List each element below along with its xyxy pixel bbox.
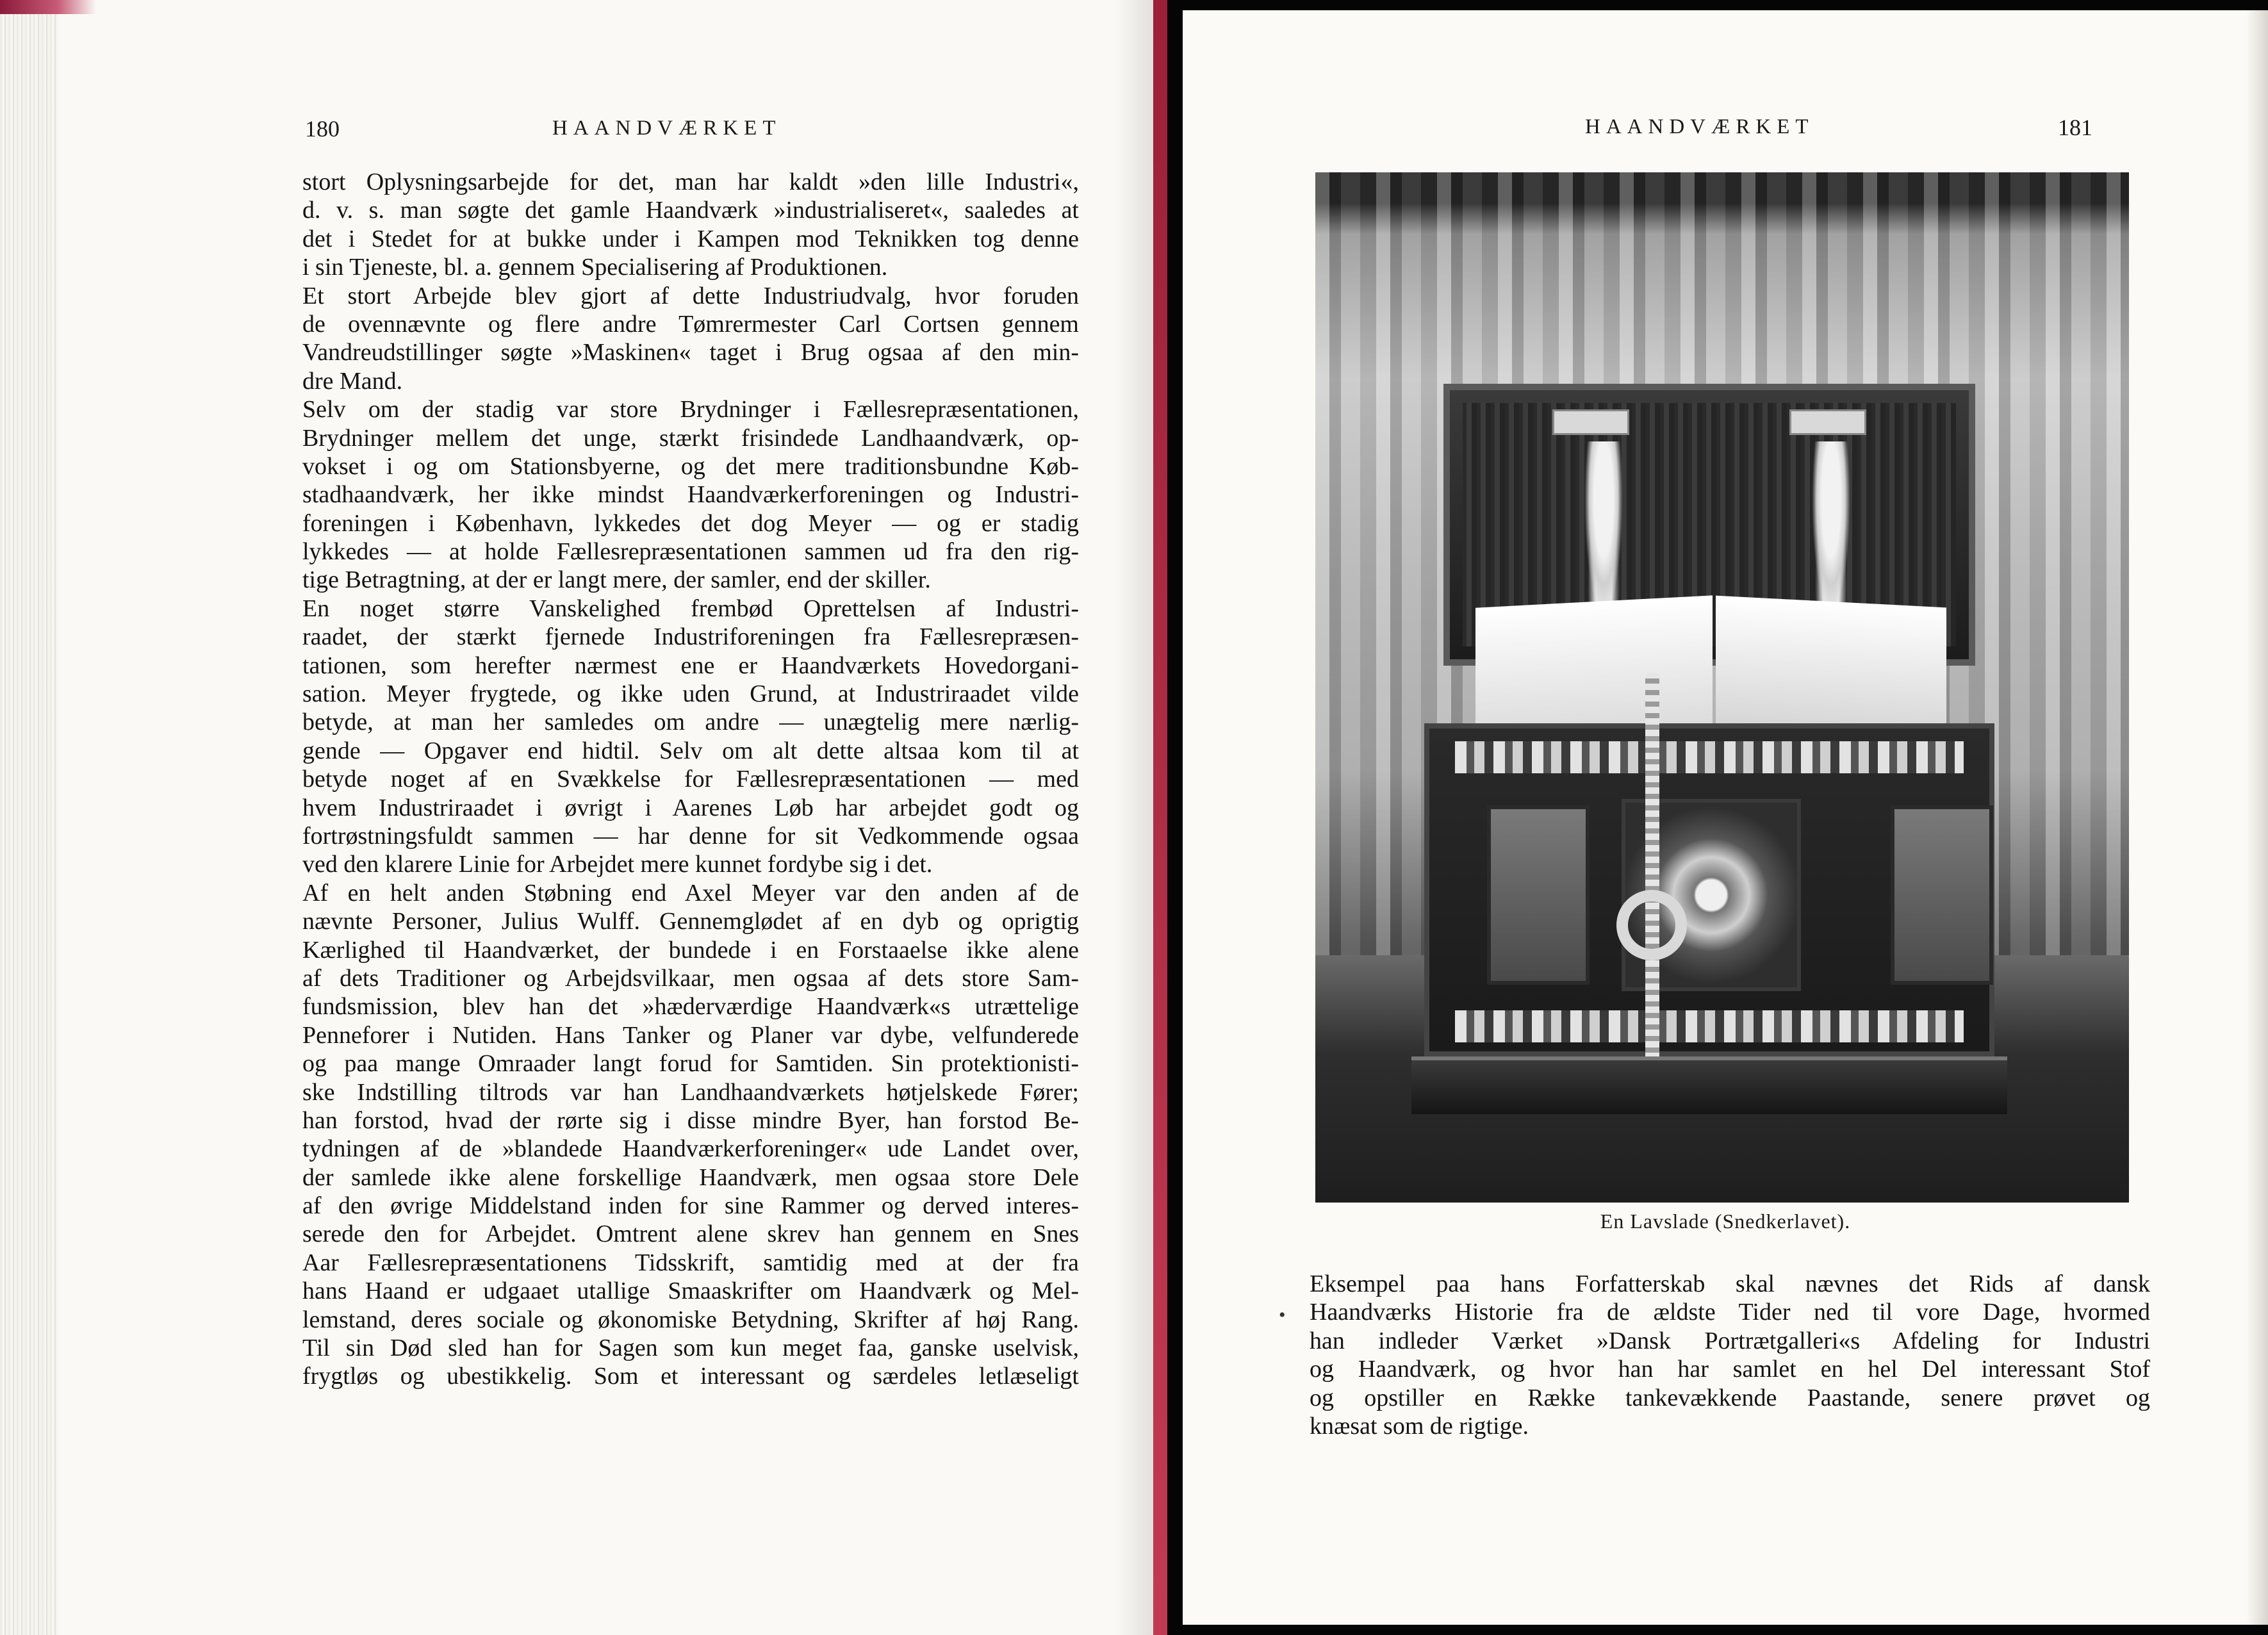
lid-hinge-right xyxy=(1789,409,1866,435)
text-line: dre Mand. xyxy=(302,367,403,395)
chest-body xyxy=(1424,723,1994,1056)
text-line: knæsat som de rigtige. xyxy=(1310,1412,1529,1440)
text-line: og opstiller en Række tankevækkende Paastande, senere prøvet og xyxy=(1310,1384,2150,1411)
text-line: af den øvrige Middelstand inden for sine Rammer og derved interes- xyxy=(302,1192,1079,1220)
text-line: fundsmission, blev han det »hæderværdige Haandværk«s utrættelige xyxy=(302,993,1079,1021)
text-line: han forstod, hvad der rørte sig i disse mindre Byer, han forstod Be- xyxy=(302,1106,1079,1134)
text-line: tydningen af de »blandede Haandværkerforeninger« ude Landet over, xyxy=(302,1135,1079,1163)
figure-caption: En Lavslade (Snedkerlavet). xyxy=(1600,1210,1851,1233)
text-line: lykkedes — at holde Fællesrepræsentationen sammen ud fra den rig- xyxy=(302,538,1079,566)
text-line: stadhaandværk, her ikke mindst Haandværkerforeningen og Industri- xyxy=(302,481,1079,509)
text-line: fortrøstningsfuldt sammen — har denne for sit Vedkommende ogsaa xyxy=(302,822,1079,850)
text-line: Penneforer i Nutiden. Hans Tanker og Planer var dybe, velfunderede xyxy=(302,1021,1079,1049)
text-line: Selv om der stadig var store Brydninger i Fællesrepræsentationen, xyxy=(302,396,1079,423)
rope xyxy=(1645,672,1659,1082)
text-line: nævnte Personer, Julius Wulff. Gennemglødet af en dyb og oprigtig xyxy=(302,908,1079,935)
text-line: det i Stedet for at bukke under i Kampen mod Teknikken tog denne xyxy=(302,225,1079,252)
open-book-left-page xyxy=(1475,595,1713,735)
stray-mark: • xyxy=(1279,1304,1286,1326)
text-line: lemstand, deres sociale og økonomiske Betydning, Skrifter af høj Rang. xyxy=(302,1306,1079,1333)
chest-panel-left xyxy=(1487,805,1590,985)
text-line: Kærlighed til Haandværket, der bundede i en Forstaaelse ikke alene xyxy=(302,936,1079,964)
text-line: En noget større Vanskelighed frembød Oprettelsen af Industri- xyxy=(302,595,1079,622)
text-line: tige Betragtning, at der er langt mere, der samler, end der skiller. xyxy=(302,566,931,594)
text-line: og paa mange Omraader langt forud for Samtiden. Sin protektionisti- xyxy=(302,1050,1079,1078)
chest-panel-right xyxy=(1891,805,1993,985)
inlay-band-top xyxy=(1455,741,1964,773)
chest-photograph xyxy=(1315,172,2129,1203)
text-line: Haandværks Historie fra de ældste Tider ned til vore Dage, hvormed xyxy=(1310,1299,2150,1326)
book-edge-top xyxy=(0,0,96,14)
gutter-shadow xyxy=(1115,0,1153,1635)
running-head-left: HAANDVÆRKET xyxy=(552,117,782,140)
text-line: hvem Industriraadet i øvrigt i Aarenes Løb har arbejdet godt og xyxy=(302,794,1079,821)
lid-hinge-left xyxy=(1552,409,1629,435)
text-line: Et stort Arbejde blev gjort af dette Industriudvalg, hvor foruden xyxy=(302,282,1079,309)
left-body-text xyxy=(302,168,1079,1391)
text-line: Aar Fællesrepræsentationens Tidsskrift, samtidig med at der fra xyxy=(302,1249,1079,1276)
text-line: der samlede ikke alene forskellige Haandværk, men ogsaa store Dele xyxy=(302,1163,1079,1191)
text-line: Af en helt anden Støbning end Axel Meyer var den anden af de xyxy=(302,879,1079,907)
text-line: Brydninger mellem det unge, stærkt frisindede Landhaandværk, op- xyxy=(302,424,1079,452)
text-line: Vandreudstillinger søgte »Maskinen« taget i Brug ogsaa af den min- xyxy=(302,339,1079,366)
ring-handle xyxy=(1616,890,1687,960)
text-line: ved den klarere Linie for Arbejdet mere kunnet fordybe sig i det. xyxy=(302,851,933,878)
page-edges xyxy=(0,0,58,1635)
running-head-right: HAANDVÆRKET xyxy=(1585,115,1814,138)
text-line: af dets Traditioner og Arbejdsvilkaar, men ogsaa af dets store Sam- xyxy=(302,964,1079,992)
right-body-text xyxy=(1310,1270,2150,1440)
open-book-right-page xyxy=(1716,596,1946,736)
text-line: gende — Opgaver end hidtil. Selv om alt dette altsaa kom til at xyxy=(302,737,1079,764)
text-line: Eksempel paa hans Forfatterskab skal nævnes det Rids af dansk xyxy=(1310,1270,2150,1297)
book-spine-edge xyxy=(1153,0,1167,1635)
text-line: vokset i og om Stationsbyerne, og det mere traditionsbundne Køb- xyxy=(302,452,1079,480)
text-line: stort Oplysningsarbejde for det, man har kaldt »den lille Industri«, xyxy=(302,168,1079,195)
text-line: de ovennævnte og flere andre Tømrermester Carl Cortsen gennem xyxy=(302,310,1079,338)
right-page xyxy=(1183,10,2268,1625)
page-number-right: 181 xyxy=(2058,115,2092,140)
text-line: betyde, at man her samledes om andre — unægtelig mere nærlig- xyxy=(302,709,1079,736)
chest-base xyxy=(1411,1056,2007,1114)
text-line: foreningen i København, lykkedes det dog Meyer — og er stadig xyxy=(302,509,1079,537)
page-number-left: 180 xyxy=(305,116,340,142)
page-edge-right xyxy=(2246,10,2268,1625)
text-line: ske Indstilling tiltrods var han Landhaandværkets høtjelskede Fører; xyxy=(302,1078,1079,1106)
text-line: han indleder Værket »Dansk Portrætgalleri«s Afdeling for Industri xyxy=(1310,1327,2150,1354)
text-line: tationen, som herefter nærmest ene er Haandværkets Hovedorgani- xyxy=(302,652,1079,679)
text-line: i sin Tjeneste, bl. a. gennem Specialisering af Produktionen. xyxy=(302,254,888,281)
text-line: sation. Meyer frygtede, og ikke uden Grund, at Industriraadet vilde xyxy=(302,680,1079,708)
text-line: betyde noget af en Svækkelse for Fællesrepræsentationen — med xyxy=(302,766,1079,793)
text-line: hans Haand er udgaaet utallige Smaaskrifter om Haandværk og Mel- xyxy=(302,1278,1079,1305)
text-line: og Haandværk, og hvor han har samlet en hel Del interessant Stof xyxy=(1310,1356,2150,1383)
text-line: raadet, der stærkt fjernede Industriforeningen fra Fællesrepræsen- xyxy=(302,623,1079,651)
inlay-band-bottom xyxy=(1455,1010,1964,1042)
text-line: d. v. s. man søgte det gamle Haandværk »industrialiseret«, saaledes at xyxy=(302,197,1079,224)
text-line: serede den for Arbejdet. Omtrent alene skrev han gennem en Snes xyxy=(302,1220,1079,1248)
text-line: frygtløs og ubestikkelig. Som et interessant og særdeles letlæseligt xyxy=(302,1363,1079,1390)
text-line: Til sin Død sled han for Sagen som kun meget faa, ganske uselvisk, xyxy=(302,1335,1079,1362)
